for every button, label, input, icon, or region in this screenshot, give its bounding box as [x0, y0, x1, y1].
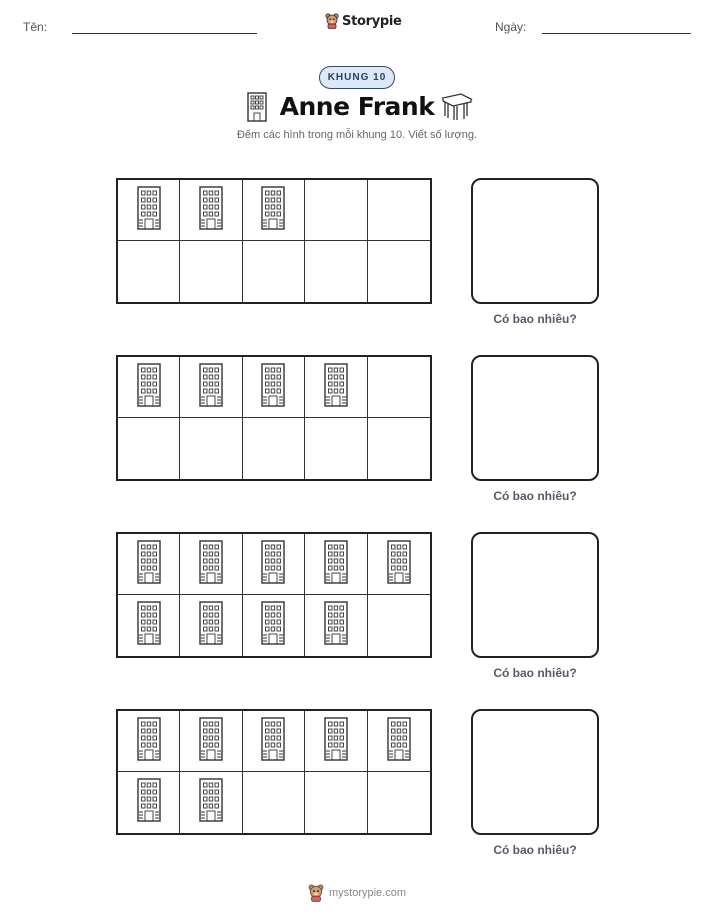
building-icon: [260, 717, 286, 766]
building-icon: [260, 186, 286, 235]
ten-frame-cell: [243, 241, 305, 302]
ten-frame-cell: [243, 772, 305, 833]
ten-frame-cell: [118, 711, 180, 772]
ten-frame-cell: [180, 180, 242, 241]
ten-frame-cell: [118, 595, 180, 656]
ten-frame: [116, 355, 432, 481]
ten-frame-cell: [368, 772, 430, 833]
building-icon: [136, 717, 162, 766]
building-icon: [260, 540, 286, 589]
building-icon: [323, 363, 349, 412]
ten-frame-cell: [368, 595, 430, 656]
building-icon: [198, 363, 224, 412]
ten-frame-cell: [368, 241, 430, 302]
ten-frame-cell: [305, 241, 367, 302]
building-icon: [386, 540, 412, 589]
how-many-label: Có bao nhiêu?: [493, 843, 577, 857]
building-icon: [198, 601, 224, 650]
ten-frame-cell: [243, 534, 305, 595]
building-icon: [323, 540, 349, 589]
ten-frame-cell: [118, 772, 180, 833]
bear-mascot-icon: [308, 884, 324, 902]
ten-frame-cell: [243, 595, 305, 656]
ten-frame-cell: [118, 180, 180, 241]
ten-frame-cell: [118, 534, 180, 595]
answer-box[interactable]: [471, 532, 599, 658]
building-icon: [198, 717, 224, 766]
brand-logo: [325, 13, 402, 29]
ten-frame-cell: [368, 418, 430, 479]
date-label: Ngày:: [495, 20, 527, 34]
ten-frame-cell: [368, 180, 430, 241]
ten-frame-cell: [243, 711, 305, 772]
ten-frame: [116, 709, 432, 835]
ten-frame-cell: [180, 534, 242, 595]
date-line[interactable]: [542, 33, 691, 34]
building-icon: [198, 778, 224, 827]
ten-frame-cell: [180, 711, 242, 772]
worksheet-type-badge: KHUNG 10: [319, 66, 395, 89]
answer-box[interactable]: [471, 709, 599, 835]
building-icon: [136, 601, 162, 650]
how-many-label: Có bao nhiêu?: [493, 489, 577, 503]
ten-frame-cell: [118, 418, 180, 479]
building-icon: [136, 363, 162, 412]
ten-frame-cell: [118, 357, 180, 418]
ten-frame-cell: [368, 534, 430, 595]
how-many-label: Có bao nhiêu?: [493, 312, 577, 326]
ten-frame: [116, 178, 432, 304]
ten-frame-cell: [180, 418, 242, 479]
footer-url: mystorypie.com: [328, 887, 407, 899]
ten-frame-cell: [305, 180, 367, 241]
answer-box[interactable]: [471, 178, 599, 304]
brand-name: Storypie: [342, 13, 402, 29]
how-many-label: Có bao nhiêu?: [493, 666, 577, 680]
ten-frame-cell: [180, 595, 242, 656]
table-icon: [440, 92, 474, 122]
ten-frame: [116, 532, 432, 658]
ten-frame-cell: [305, 595, 367, 656]
building-icon: [260, 601, 286, 650]
ten-frame-cell: [180, 357, 242, 418]
building-icon: [323, 601, 349, 650]
building-icon: [260, 363, 286, 412]
ten-frame-cell: [180, 772, 242, 833]
answer-box[interactable]: [471, 355, 599, 481]
building-icon: [323, 717, 349, 766]
page-title: Anne Frank: [279, 92, 435, 121]
ten-frame-cell: [368, 711, 430, 772]
ten-frame-cell: [243, 418, 305, 479]
ten-frame-cell: [305, 357, 367, 418]
ten-frame-cell: [305, 711, 367, 772]
ten-frame-cell: [368, 357, 430, 418]
ten-frame-cell: [118, 241, 180, 302]
building-icon: [136, 540, 162, 589]
ten-frame-cell: [305, 772, 367, 833]
building-icon: [136, 778, 162, 827]
bear-mascot-icon: [325, 13, 339, 29]
ten-frame-cell: [243, 180, 305, 241]
building-icon: [136, 186, 162, 235]
instructions: Đếm các hình trong mỗi khung 10. Viết số lượng.: [236, 129, 477, 141]
building-icon: [386, 717, 412, 766]
name-line[interactable]: [72, 33, 257, 34]
ten-frame-cell: [305, 418, 367, 479]
building-icon: [198, 540, 224, 589]
ten-frame-cell: [243, 357, 305, 418]
building-icon: [198, 186, 224, 235]
ten-frame-cell: [180, 241, 242, 302]
ten-frame-cell: [305, 534, 367, 595]
footer: [0, 884, 714, 902]
name-label: Tên:: [23, 20, 48, 34]
